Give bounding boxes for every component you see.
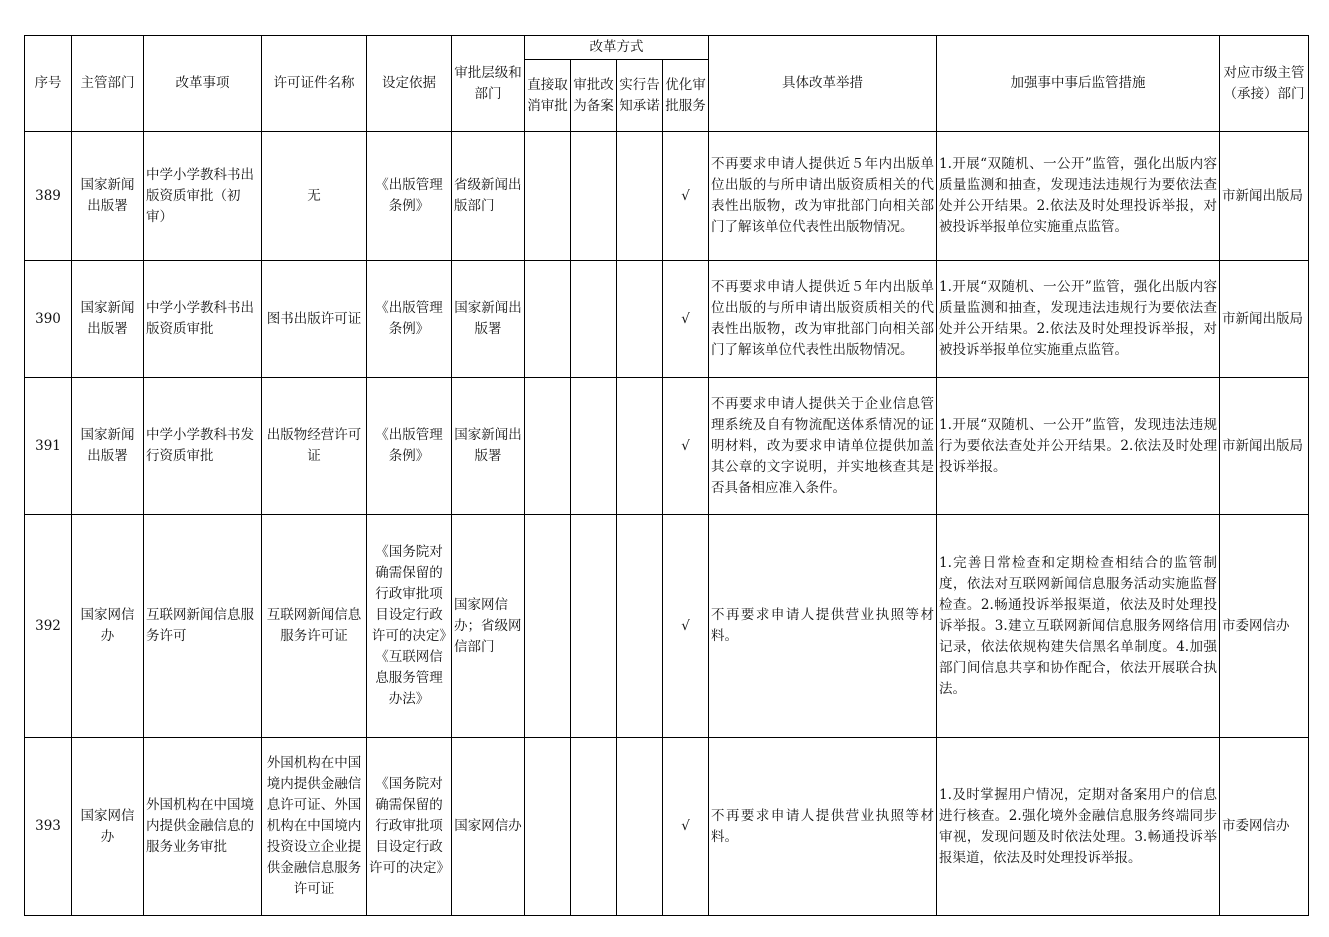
cell-city-dept: 市委网信办 xyxy=(1220,515,1309,738)
cell-seq: 392 xyxy=(25,515,72,738)
header-method-group: 改革方式 xyxy=(525,36,709,60)
cell-method-notify xyxy=(617,738,663,916)
cell-level: 国家新闻出版署 xyxy=(452,261,525,378)
cell-method-notify xyxy=(617,132,663,261)
cell-level: 国家网信办；省级网信部门 xyxy=(452,515,525,738)
header-license: 许可证件名称 xyxy=(262,36,367,132)
cell-method-filing xyxy=(571,515,617,738)
cell-basis: 《国务院对确需保留的行政审批项目设定行政许可的决定》《互联网信息服务管理办法》 xyxy=(367,515,452,738)
cell-basis: 《出版管理条例》 xyxy=(367,132,452,261)
cell-dept: 国家网信办 xyxy=(72,738,144,916)
cell-item: 互联网新闻信息服务许可 xyxy=(144,515,262,738)
cell-method-optimize: √ xyxy=(663,738,709,916)
table-row xyxy=(25,261,1309,378)
cell-seq: 389 xyxy=(25,132,72,261)
cell-basis: 《出版管理条例》 xyxy=(367,378,452,515)
cell-method-cancel xyxy=(525,515,571,738)
cell-level: 国家新闻出版署 xyxy=(452,378,525,515)
header-method-notify: 实行告知承诺 xyxy=(617,60,663,132)
header-method-cancel: 直接取消审批 xyxy=(525,60,571,132)
header-method-filing: 审批改为备案 xyxy=(571,60,617,132)
header-row-1 xyxy=(25,36,1309,60)
header-basis: 设定依据 xyxy=(367,36,452,132)
cell-item: 中学小学教科书出版资质审批（初审） xyxy=(144,132,262,261)
cell-method-filing xyxy=(571,378,617,515)
cell-license: 出版物经营许可证 xyxy=(262,378,367,515)
cell-method-cancel xyxy=(525,261,571,378)
cell-seq: 393 xyxy=(25,738,72,916)
cell-item: 中学小学教科书发行资质审批 xyxy=(144,378,262,515)
cell-method-filing xyxy=(571,738,617,916)
cell-item: 外国机构在中国境内提供金融信息的服务业务审批 xyxy=(144,738,262,916)
cell-supervision: 1.开展“双随机、一公开”监管，强化出版内容质量监测和抽查，发现违法违规行为要依法查处并公开结果。2.依法及时处理投诉举报，对被投诉举报单位实施重点监管。 xyxy=(937,261,1220,378)
header-dept: 主管部门 xyxy=(72,36,144,132)
cell-level: 国家网信办 xyxy=(452,738,525,916)
header-method-optimize: 优化审批服务 xyxy=(663,60,709,132)
cell-dept: 国家新闻出版署 xyxy=(72,378,144,515)
cell-basis: 《国务院对确需保留的行政审批项目设定行政许可的决定》 xyxy=(367,738,452,916)
cell-method-cancel xyxy=(525,132,571,261)
header-measures: 具体改革举措 xyxy=(709,36,937,132)
table-row xyxy=(25,378,1309,515)
cell-seq: 391 xyxy=(25,378,72,515)
cell-method-filing xyxy=(571,261,617,378)
cell-measures: 不再要求申请人提供营业执照等材料。 xyxy=(709,515,937,738)
reform-table xyxy=(24,35,1309,916)
cell-supervision: 1.开展“双随机、一公开”监管，强化出版内容质量监测和抽查，发现违法违规行为要依法查处并公开结果。2.依法及时处理投诉举报，对被投诉举报单位实施重点监管。 xyxy=(937,132,1220,261)
cell-measures: 不再要求申请人提供近５年内出版单位出版的与所申请出版资质相关的代表性出版物，改为审批部门向相关部门了解该单位代表性出版物情况。 xyxy=(709,132,937,261)
table-row xyxy=(25,738,1309,916)
cell-item: 中学小学教科书出版资质审批 xyxy=(144,261,262,378)
cell-method-cancel xyxy=(525,738,571,916)
cell-license: 外国机构在中国境内提供金融信息许可证、外国机构在中国境内投资设立企业提供金融信息服务许可证 xyxy=(262,738,367,916)
header-city-dept: 对应市级主管（承接）部门 xyxy=(1220,36,1309,132)
cell-supervision: 1.完善日常检查和定期检查相结合的监管制度，依法对互联网新闻信息服务活动实施监督检查。2.畅通投诉举报渠道，依法及时处理投诉举报。3.建立互联网新闻信息服务网络信用记录，依法依规构建失信黑名单制度。4.加强部门间信息共享和协作配合，依法开展联合执法。 xyxy=(937,515,1220,738)
cell-license: 无 xyxy=(262,132,367,261)
cell-license: 互联网新闻信息服务许可证 xyxy=(262,515,367,738)
cell-method-notify xyxy=(617,515,663,738)
cell-dept: 国家网信办 xyxy=(72,515,144,738)
cell-dept: 国家新闻出版署 xyxy=(72,132,144,261)
cell-city-dept: 市新闻出版局 xyxy=(1220,378,1309,515)
cell-method-optimize: √ xyxy=(663,515,709,738)
header-level: 审批层级和部门 xyxy=(452,36,525,132)
table-row xyxy=(25,515,1309,738)
cell-method-cancel xyxy=(525,378,571,515)
cell-method-optimize: √ xyxy=(663,378,709,515)
cell-license: 图书出版许可证 xyxy=(262,261,367,378)
cell-supervision: 1.开展“双随机、一公开”监管，发现违法违规行为要依法查处并公开结果。2.依法及时处理投诉举报。 xyxy=(937,378,1220,515)
cell-measures: 不再要求申请人提供营业执照等材料。 xyxy=(709,738,937,916)
header-item: 改革事项 xyxy=(144,36,262,132)
table-row xyxy=(25,132,1309,261)
cell-method-notify xyxy=(617,261,663,378)
cell-supervision: 1.及时掌握用户情况，定期对备案用户的信息进行核查。2.强化境外金融信息服务终端同步审视，发现问题及时依法处理。3.畅通投诉举报渠道，依法及时处理投诉举报。 xyxy=(937,738,1220,916)
header-seq: 序号 xyxy=(25,36,72,132)
cell-basis: 《出版管理条例》 xyxy=(367,261,452,378)
cell-method-optimize: √ xyxy=(663,132,709,261)
header-supervision: 加强事中事后监管措施 xyxy=(937,36,1220,132)
cell-level: 省级新闻出版部门 xyxy=(452,132,525,261)
cell-measures: 不再要求申请人提供近５年内出版单位出版的与所申请出版资质相关的代表性出版物，改为审批部门向相关部门了解该单位代表性出版物情况。 xyxy=(709,261,937,378)
cell-method-optimize: √ xyxy=(663,261,709,378)
cell-measures: 不再要求申请人提供关于企业信息管理系统及自有物流配送体系情况的证明材料，改为要求申请单位提供加盖其公章的文字说明，并实地核查其是否具备相应准入条件。 xyxy=(709,378,937,515)
cell-method-filing xyxy=(571,132,617,261)
cell-method-notify xyxy=(617,378,663,515)
cell-city-dept: 市新闻出版局 xyxy=(1220,132,1309,261)
cell-city-dept: 市新闻出版局 xyxy=(1220,261,1309,378)
cell-seq: 390 xyxy=(25,261,72,378)
cell-dept: 国家新闻出版署 xyxy=(72,261,144,378)
document-page xyxy=(24,35,1308,916)
cell-city-dept: 市委网信办 xyxy=(1220,738,1309,916)
